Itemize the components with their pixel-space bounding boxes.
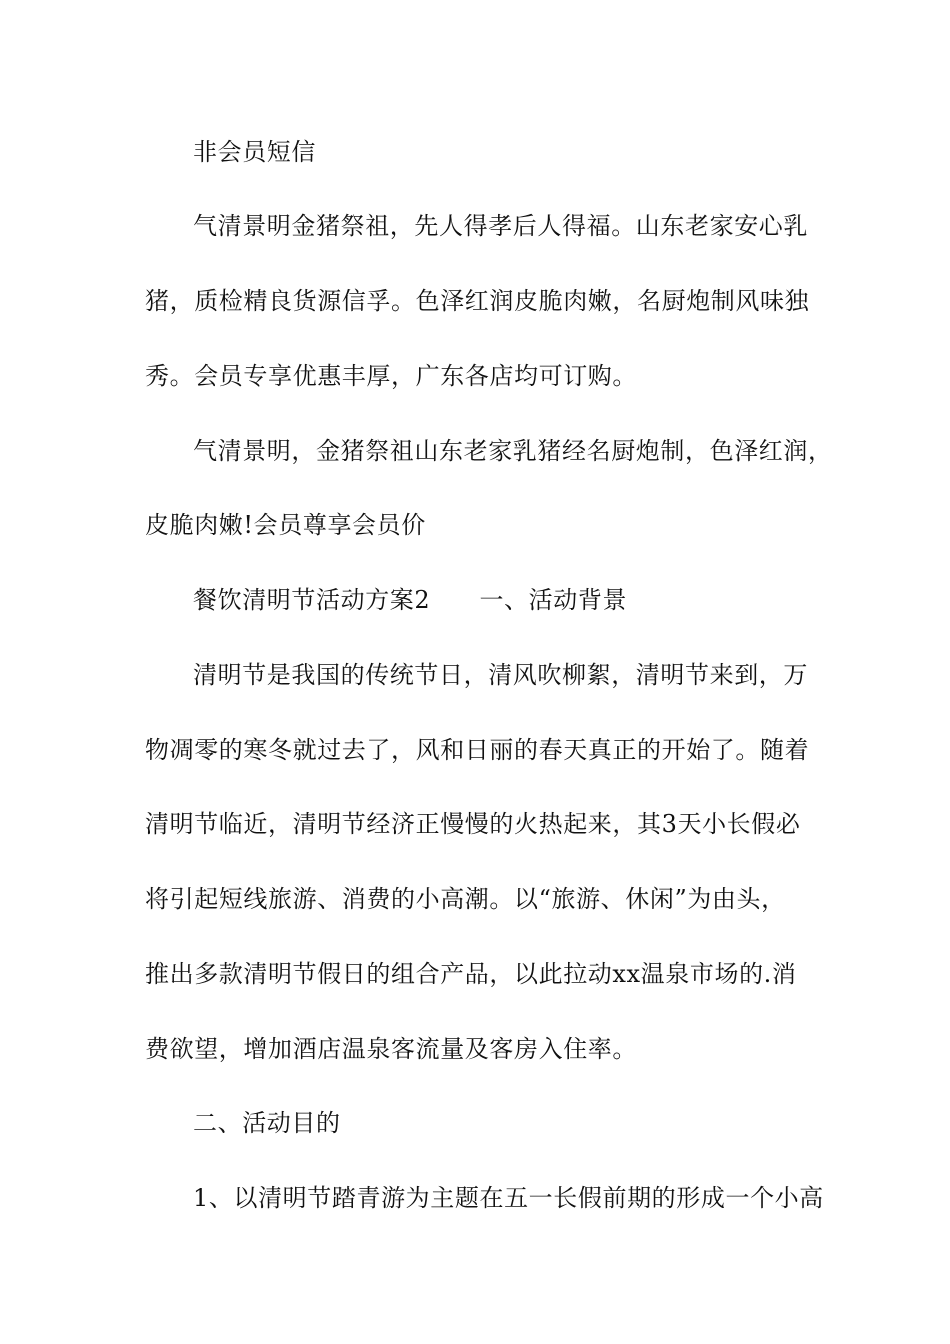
paragraph-line: 秀。会员专享优惠丰厚，广东各店均可订购。: [145, 362, 637, 390]
paragraph-line: 气清景明，金猪祭祖山东老家乳猪经名厨炮制，色泽红润，: [193, 437, 833, 465]
paragraph-line: 气清景明金猪祭祖，先人得孝后人得福。山东老家安心乳: [193, 212, 808, 240]
section-heading-background: 餐饮清明节活动方案2 一、活动背景: [193, 586, 628, 614]
paragraph-line: 皮脆肉嫩!会员尊享会员价: [145, 511, 426, 539]
section-heading-sms: 非会员短信: [193, 138, 316, 166]
paragraph-line: 清明节临近，清明节经济正慢慢的火热起来，其3天小长假必: [145, 810, 801, 838]
paragraph-line: 物凋零的寒冬就过去了，风和日丽的春天真正的开始了。随着: [145, 736, 810, 764]
paragraph-line: 猪，质检精良货源信孚。色泽红润皮脆肉嫩，名厨炮制风味独: [145, 287, 810, 315]
paragraph-line: 清明节是我国的传统节日，清风吹柳絮，清明节来到，万: [193, 661, 808, 689]
paragraph-line: 将引起短线旅游、消费的小高潮。以“旅游、休闲”为由头，: [145, 885, 786, 913]
paragraph-line: 推出多款清明节假日的组合产品，以此拉动xx温泉市场的.消: [145, 960, 797, 988]
paragraph-line: 费欲望，增加酒店温泉客流量及客房入住率。: [145, 1035, 637, 1063]
section-heading-goals: 二、活动目的: [193, 1109, 341, 1137]
list-item: 1、以清明节踏青游为主题在五一长假前期的形成一个小高: [193, 1184, 824, 1212]
